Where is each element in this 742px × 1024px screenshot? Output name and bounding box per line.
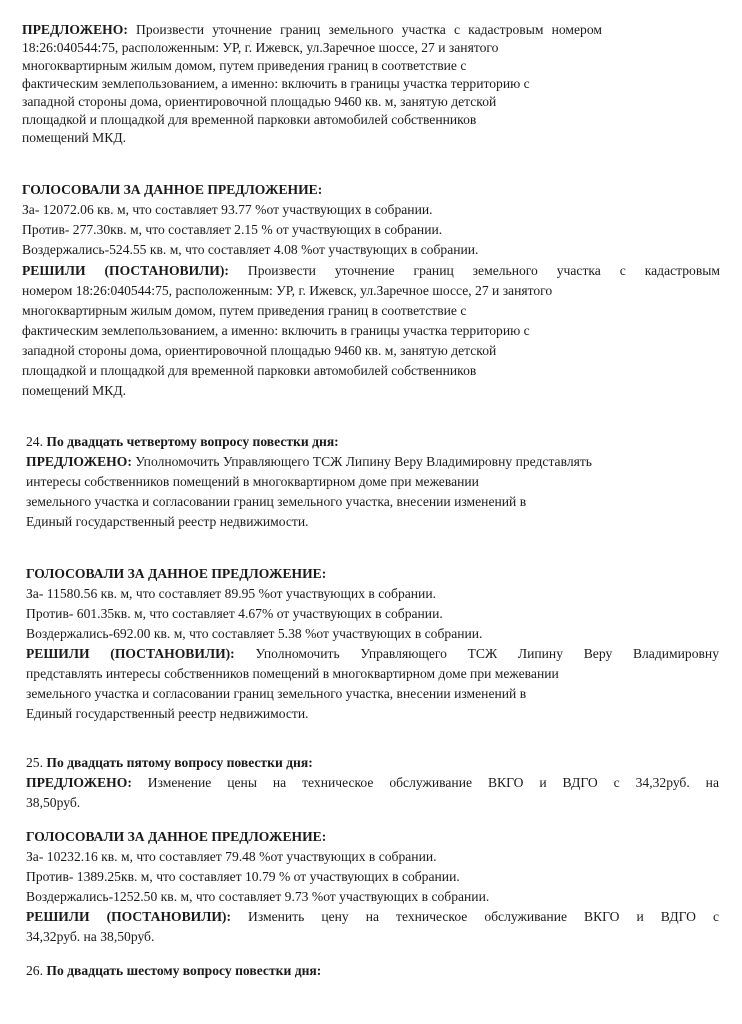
s24-vote-abstain: Воздержались-692.00 кв. м, что составляет 5.38 %от участвующих в собрании. bbox=[26, 626, 483, 641]
s23-vote-for: За- 12072.06 кв. м, что составляет 93.77 %от участвующих в собрании. bbox=[22, 202, 433, 217]
s23-proposal-line-1: ПРЕДЛОЖЕНО: Произвести уточнение границ земельного участка с кадастровым номером bbox=[22, 22, 602, 37]
s26-heading: 26. По двадцать шестому вопросу повестки дня: bbox=[26, 963, 322, 978]
s25-vote-abstain: Воздержались-1252.50 кв. м, что составляет 9.73 %от участвующих в собрании. bbox=[26, 889, 490, 904]
s24-vote-against: Против- 601.35кв. м, что составляет 4.67% от участвующих в собрании. bbox=[26, 606, 443, 621]
s23-proposal-line-4: фактическим землепользованием, а именно: включить в границы участка территорию с bbox=[22, 76, 530, 91]
s24-proposal-line-1: ПРЕДЛОЖЕНО: Уполномочить Управляющего ТСЖ Липину Веру Владимировну представлять bbox=[26, 454, 593, 469]
s23-resolution-line-4: фактическим землепользованием, а именно: включить в границы участка территорию с bbox=[22, 323, 530, 338]
s23-proposal-line-2: 18:26:040544:75, расположенным: УР, г. Ижевск, ул.Заречное шоссе, 27 и занятого bbox=[22, 40, 499, 55]
s23-resolution-line-2: номером 18:26:040544:75, расположенным: УР, г. Ижевск, ул.Заречное шоссе, 27 и занятого bbox=[22, 283, 553, 298]
s24-voted-heading: ГОЛОСОВАЛИ ЗА ДАННОЕ ПРЕДЛОЖЕНИЕ: bbox=[26, 566, 327, 581]
s23-resolution-line-1: РЕШИЛИ (ПОСТАНОВИЛИ): Произвести уточнение границ земельного участка с кадастровым bbox=[22, 263, 721, 278]
s25-vote-for: За- 10232.16 кв. м, что составляет 79.48 %от участвующих в собрании. bbox=[26, 849, 437, 864]
s25-resolution-line-1: РЕШИЛИ (ПОСТАНОВИЛИ): Изменить цену на техническое обслуживание ВКГО и ВДГО с bbox=[26, 909, 719, 924]
s25-vote-against: Против- 1389.25кв. м, что составляет 10.79 % от участвующих в собрании. bbox=[26, 869, 460, 884]
s24-heading: 24. По двадцать четвертому вопросу повестки дня: bbox=[26, 434, 339, 449]
s25-voted-heading: ГОЛОСОВАЛИ ЗА ДАННОЕ ПРЕДЛОЖЕНИЕ: bbox=[26, 829, 327, 844]
s25-proposal-line-2: 38,50руб. bbox=[26, 795, 81, 810]
s24-vote-for: За- 11580.56 кв. м, что составляет 89.95 %от участвующих в собрании. bbox=[26, 586, 437, 601]
s23-vote-abstain: Воздержались-524.55 кв. м, что составляет 4.08 %от участвующих в собрании. bbox=[22, 242, 479, 257]
s24-resolution-line-1: РЕШИЛИ (ПОСТАНОВИЛИ): Уполномочить Управляющего ТСЖ Липину Веру Владимировну bbox=[26, 646, 719, 661]
s23-resolution-line-7: помещений МКД. bbox=[22, 383, 126, 398]
s23-proposal-line-3: многоквартирным жилым домом, путем приведения границ в соответствие с bbox=[22, 58, 467, 73]
s24-resolution-line-2: представлять интересы собственников помещений в многоквартирном доме при межевании bbox=[26, 666, 559, 681]
s24-proposal-line-3: земельного участка и согласовании границ земельного участка, внесении изменений в bbox=[26, 494, 527, 509]
resolved-label: РЕШИЛИ (ПОСТАНОВИЛИ): bbox=[22, 263, 229, 278]
s25-proposal-line-1: ПРЕДЛОЖЕНО: Изменение цены на техническое обслуживание ВКГО и ВДГО с 34,32руб. на bbox=[26, 775, 719, 790]
s24-proposal-line-4: Единый государственный реестр недвижимости. bbox=[26, 514, 309, 529]
s25-heading: 25. По двадцать пятому вопросу повестки дня: bbox=[26, 755, 313, 770]
s23-vote-against: Против- 277.30кв. м, что составляет 2.15 % от участвующих в собрании. bbox=[22, 222, 443, 237]
s25-resolution-line-2: 34,32руб. на 38,50руб. bbox=[26, 929, 155, 944]
s23-voted-heading: ГОЛОСОВАЛИ ЗА ДАННОЕ ПРЕДЛОЖЕНИЕ: bbox=[22, 182, 323, 197]
proposed-label: ПРЕДЛОЖЕНО: bbox=[22, 22, 128, 37]
s23-proposal-line-5: западной стороны дома, ориентировочной площадью 9460 кв. м, занятую детской bbox=[22, 94, 497, 109]
s23-proposal-line-6: площадкой и площадкой для временной парковки автомобилей собственников bbox=[22, 112, 477, 127]
s24-resolution-line-4: Единый государственный реестр недвижимости. bbox=[26, 706, 309, 721]
s23-resolution-line-3: многоквартирным жилым домом, путем приведения границ в соответствие с bbox=[22, 303, 467, 318]
s24-proposal-line-2: интересы собственников помещений в многоквартирном доме при межевании bbox=[26, 474, 479, 489]
s23-resolution-line-5: западной стороны дома, ориентировочной площадью 9460 кв. м, занятую детской bbox=[22, 343, 497, 358]
s24-resolution-line-3: земельного участка и согласовании границ земельного участка, внесении изменений в bbox=[26, 686, 527, 701]
s23-proposal-line-7: помещений МКД. bbox=[22, 130, 126, 145]
s23-resolution-line-6: площадкой и площадкой для временной парковки автомобилей собственников bbox=[22, 363, 477, 378]
